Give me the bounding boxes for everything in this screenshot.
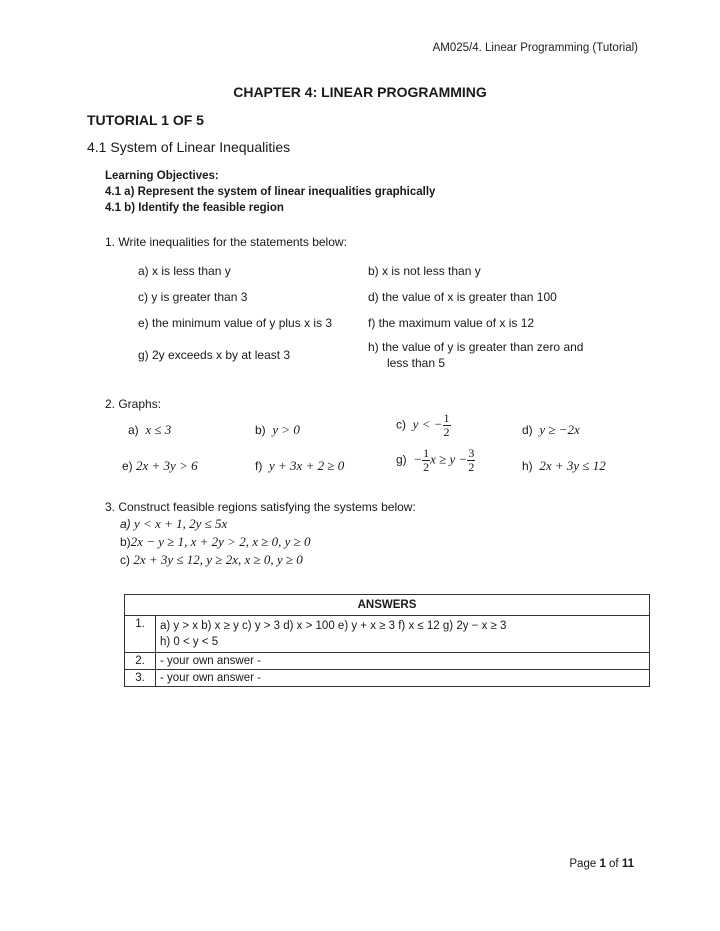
q2-item-a: a) x ≤ 3 <box>128 422 172 437</box>
q1-item-e: e) the minimum value of y plus x is 3 <box>138 316 333 330</box>
q3-item-b: b)2x − y ≥ 1, x + 2y > 2, x ≥ 0, y ≥ 0 <box>120 534 311 549</box>
page-number: Page 1 of 11 <box>569 858 634 870</box>
answer-cell: - your own answer - <box>156 653 650 670</box>
answers-header-row <box>125 595 650 616</box>
q1-item-c: c) y is greater than 3 <box>138 290 248 304</box>
q2-item-d: d) y ≥ −2x <box>522 422 580 437</box>
answer-cell <box>156 616 650 653</box>
q2-item-b: b) y > 0 <box>255 422 300 437</box>
answer-number: 1. <box>125 616 156 653</box>
answers-table <box>124 594 650 687</box>
objective-item: 4.1 b) Identify the feasible region <box>105 202 284 214</box>
q2-item-e: e) 2x + 3y > 6 <box>122 458 198 473</box>
q1-item-b: b) x is not less than y <box>368 264 481 278</box>
q2-item-f: f) y + 3x + 2 ≥ 0 <box>255 458 345 473</box>
q1-item-d: d) the value of x is greater than 100 <box>368 290 557 304</box>
objectives-heading: Learning Objectives: <box>105 170 219 182</box>
answer-number: 2. <box>125 653 156 670</box>
tutorial-label: TUTORIAL 1 OF 5 <box>87 112 204 128</box>
objective-item: 4.1 a) Represent the system of linear inequalities graphically <box>105 186 436 198</box>
answer-cell: - your own answer - <box>156 670 650 687</box>
q1-item-g: g) 2y exceeds x by at least 3 <box>138 348 291 362</box>
answer-number: 3. <box>125 670 156 687</box>
question-1-prompt: 1. Write inequalities for the statements below: <box>105 235 347 249</box>
question-2-prompt: 2. Graphs: <box>105 397 162 411</box>
q3-item-a: a) y < x + 1, 2y ≤ 5x <box>120 516 228 531</box>
document-header: AM025/4. Linear Programming (Tutorial) <box>432 42 638 54</box>
table-row <box>125 670 650 687</box>
q1-item-f: f) the maximum value of x is 12 <box>368 316 535 330</box>
answer-line: h) 0 < y < 5 <box>160 636 219 648</box>
q1-item-h-continued: less than 5 <box>387 356 446 370</box>
q2-item-c: c) y < − $\frac{1}{2}$ <box>396 411 450 439</box>
question-3-prompt: 3. Construct feasible regions satisfying the systems below: <box>105 500 416 514</box>
table-row <box>125 653 650 670</box>
answers-title: ANSWERS <box>125 595 650 616</box>
q1-item-h: h) the value of y is greater than zero and <box>368 340 584 354</box>
q2-item-g: g) − $\frac{1}{2}$ x ≥ y − $\frac{3}{2}$ <box>396 446 475 474</box>
section-title: 4.1 System of Linear Inequalities <box>87 139 291 155</box>
q2-item-h: h) 2x + 3y ≤ 12 <box>522 458 606 473</box>
table-row <box>125 616 650 653</box>
answer-line: a) y > x b) x ≥ y c) y > 3 d) x > 100 e) y + x ≥ 3 f) x ≤ 12 g) 2y − x ≥ 3 <box>160 620 507 632</box>
q1-item-a: a) x is less than y <box>138 264 231 278</box>
chapter-title: CHAPTER 4: LINEAR PROGRAMMING <box>233 84 487 100</box>
q3-item-c: c) 2x + 3y ≤ 12, y ≥ 2x, x ≥ 0, y ≥ 0 <box>120 552 303 567</box>
